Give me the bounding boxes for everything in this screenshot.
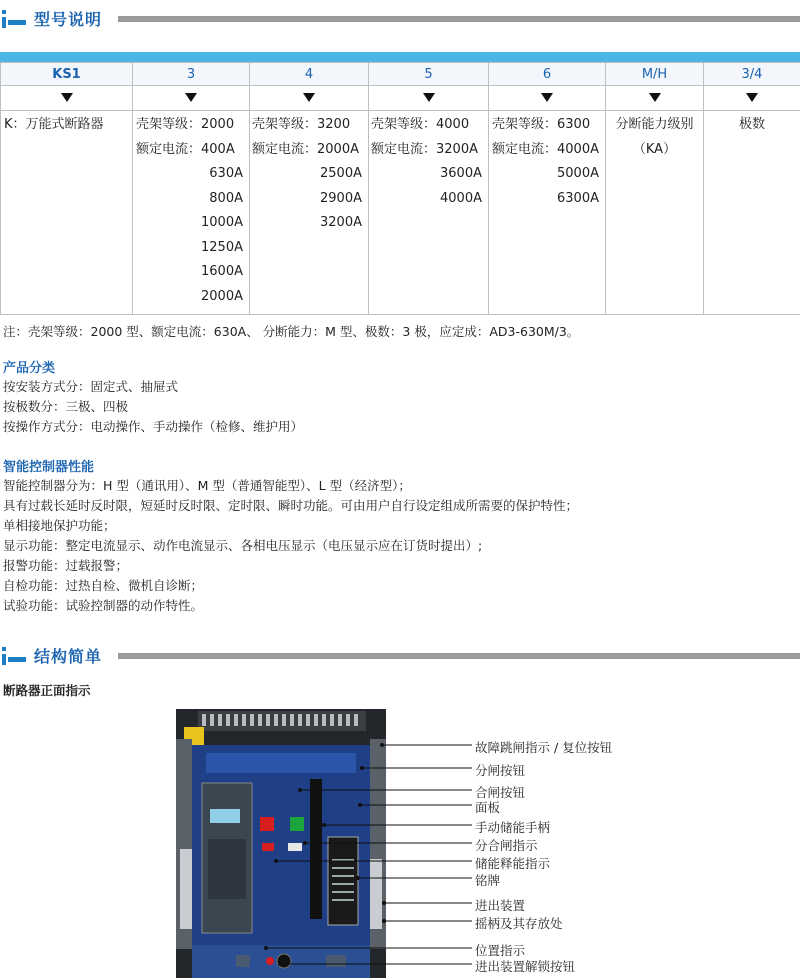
front-indicator-title: 断路器正面指示 [3, 683, 91, 698]
cell-line: 5000A [557, 166, 599, 181]
cell-line: 壳架等级：3200 [252, 117, 351, 132]
down-triangle-icon [649, 93, 661, 102]
controller-line: 显示功能：整定电流显示、动作电流显示、各相电压显示（电压显示应在订货时提出）; [3, 538, 483, 553]
down-triangle-icon [61, 93, 73, 102]
down-triangle-icon [541, 93, 553, 102]
cell-line: 630A [209, 166, 243, 181]
section-bullet-icon [2, 647, 26, 665]
cell-line: 分断能力级别 [615, 117, 694, 132]
down-triangle-icon [423, 93, 435, 102]
header-frame-6300: 6 [489, 63, 606, 86]
section-title: 结构简单 [34, 647, 103, 666]
cell-line: 2900A [320, 190, 362, 206]
down-triangle-icon [746, 93, 758, 102]
table-body-row [1, 111, 800, 315]
product-class-title: 产品分类 [3, 361, 56, 376]
header-frame-4000: 5 [369, 63, 489, 86]
cell-line: 1250A [201, 239, 243, 255]
model-table [0, 62, 800, 315]
cell-line: 3200A [320, 215, 362, 230]
header-frame-3200: 4 [250, 63, 369, 86]
cell-line: 800A [209, 190, 243, 206]
cell-line: 额定电流：2000A [252, 141, 359, 157]
cell-line: 额定电流：400A [136, 141, 235, 157]
controller-line: 单相接地保护功能； [3, 518, 116, 533]
callout-label: 故障跳闸指示 / 复位按钮 [475, 740, 613, 755]
controller-title: 智能控制器性能 [3, 460, 95, 475]
table-top-bar [0, 52, 800, 62]
arrow-row [1, 86, 800, 111]
product-class-line: 按安装方式分：固定式、抽屉式 [3, 379, 179, 394]
breaker-photo [176, 709, 386, 978]
header-breaking: M/H [606, 63, 704, 86]
section-rule [118, 16, 800, 22]
cell-line: 壳架等级：4000 [371, 117, 470, 132]
controller-line: 自检功能：过热自检、微机自诊断； [3, 578, 204, 593]
cell-line: 2000A [201, 288, 243, 304]
header-poles: 3/4 [704, 63, 800, 86]
product-class-line: 按极数分：三极、四极 [3, 399, 129, 414]
cell-line: 壳架等级：6300 [492, 117, 591, 132]
callout-label: 分闸按钮 [475, 763, 526, 778]
product-class-line: 按操作方式分：电动操作、手动操作（检修、维护用） [3, 419, 304, 434]
callout-label: 铭牌 [475, 873, 501, 888]
table-header-row [1, 63, 800, 86]
section-rule [118, 653, 800, 659]
cell-line: 额定电流：4000A [492, 141, 599, 157]
down-triangle-icon [185, 93, 197, 102]
controller-line: 试验功能：试验控制器的动作特性。 [3, 598, 204, 613]
cell-line: 2500A [320, 166, 362, 181]
cell-line: 3600A [440, 166, 482, 181]
controller-line: 智能控制器分为：H 型（通讯用）、M 型（普通智能型）、L 型（经济型）； [3, 478, 411, 493]
callout-label: 摇柄及其存放处 [475, 916, 563, 931]
cell-line: 4000A [440, 190, 482, 206]
callout-label: 进出装置解锁按钮 [475, 959, 576, 974]
callout-label: 进出装置 [475, 898, 526, 913]
cell-line: 6300A [557, 190, 599, 206]
callout-label: 面板 [475, 800, 501, 815]
callout-label: 位置指示 [475, 943, 526, 958]
down-triangle-icon [303, 93, 315, 102]
callout-label: 手动储能手柄 [475, 820, 551, 835]
cell-line: 额定电流：3200A [371, 141, 478, 157]
section-bullet-icon [2, 10, 26, 28]
section-title: 型号说明 [34, 10, 103, 29]
callout-label: 合闸按钮 [475, 785, 526, 800]
header-series: KS1 [1, 63, 133, 86]
callout-label: 储能释能指示 [475, 856, 551, 871]
cell-line: （KA） [632, 141, 677, 157]
breaker-illustration [176, 709, 386, 978]
controller-line: 报警功能：过载报警； [3, 558, 129, 573]
model-note: 注：壳架等级：2000 型、额定电流：630A、 分断能力：M 型、极数：3 极，应定成：AD3-630M/3。 [3, 324, 580, 339]
header-frame-2000: 3 [133, 63, 250, 86]
cell-series-desc: K：万能式断路器 [4, 117, 104, 132]
section-header-structure [0, 641, 800, 671]
cell-line: 壳架等级：2000 [136, 117, 235, 132]
callout-label: 分合闸指示 [475, 838, 538, 853]
section-header-model [0, 4, 800, 34]
controller-line: 具有过载长延时反时限，短延时反时限、定时限、瞬时功能。可由用户自行设定组成所需要的保护特性； [3, 498, 579, 513]
cell-poles-desc: 极数 [738, 117, 765, 132]
cell-line: 1600A [201, 264, 243, 279]
cell-line: 1000A [201, 215, 243, 230]
